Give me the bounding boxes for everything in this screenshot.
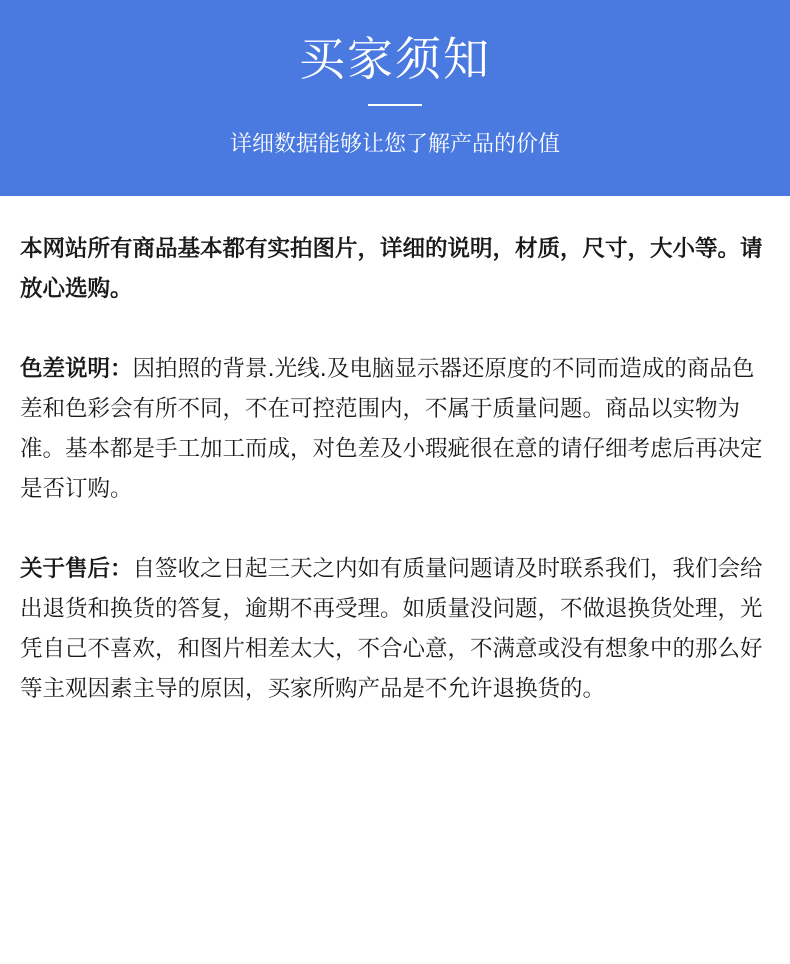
after-sales-heading: 关于售后： [20, 556, 133, 582]
intro-text: 本网站所有商品基本都有实拍图片，详细的说明，材质，尺寸，大小等。请放心选购。 [20, 236, 763, 302]
color-diff-paragraph [20, 349, 775, 509]
page-title: 买家须知 [299, 32, 491, 86]
after-sales-text: 自签收之日起三天之内如有质量问题请及时联系我们，我们会给出退货和换货的答复，逾期不再受理。如质量没问题，不做退换货处理，光凭自己不喜欢，和图片相差太大，不合心意，不满意或没有想象中的那么好等主观因素主导的原因，买家所购产品是不允许退换货的。 [20, 556, 763, 702]
page-subtitle: 详细数据能够让您了解产品的价值 [229, 132, 560, 157]
title-divider [368, 104, 422, 106]
header-banner [0, 0, 790, 196]
color-diff-heading: 色差说明： [20, 356, 133, 382]
notice-content [20, 229, 775, 749]
after-sales-paragraph [20, 549, 775, 709]
color-diff-text: 因拍照的背景.光线.及电脑显示器还原度的不同而造成的商品色差和色彩会有所不同，不在可控范围内，不属于质量问题。商品以实物为准。基本都是手工加工而成，对色差及小瑕疵很在意的请仔细考虑后再决定是否订购。 [20, 356, 763, 502]
intro-paragraph [20, 229, 775, 309]
